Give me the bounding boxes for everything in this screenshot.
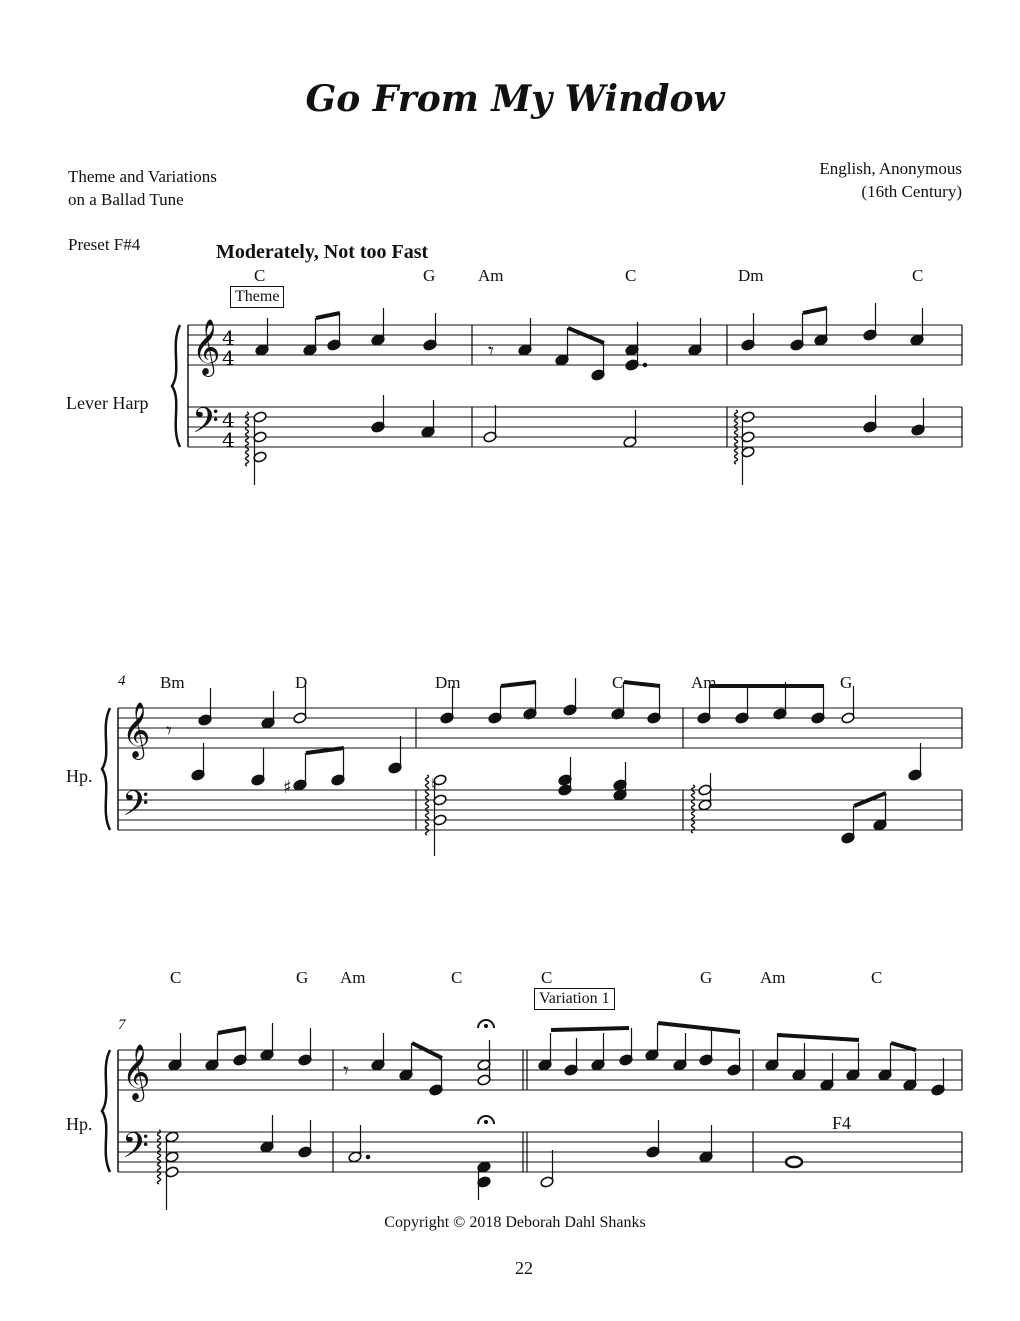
subtitle-line-2: on a Ballad Tune	[68, 190, 184, 209]
fermata-dot	[484, 1024, 487, 1027]
bass-clef: 𝄢	[122, 783, 150, 832]
bass-clef: 𝄢	[122, 1125, 150, 1174]
bass-clef: 𝄢	[192, 400, 220, 449]
time-signature: 4	[222, 428, 235, 452]
copyright: Copyright © 2018 Deborah Dahl Shanks	[384, 1214, 646, 1231]
rehearsal-mark-variation: Variation 1	[534, 988, 615, 1010]
page-title: Go From My Window	[305, 78, 725, 120]
composer-line-1: English, Anonymous	[819, 159, 962, 178]
chord-symbol: Am	[340, 968, 366, 987]
arpeggio	[158, 1130, 161, 1184]
treble-clef: 𝄞	[122, 702, 151, 758]
arpeggio	[735, 410, 738, 464]
beam	[501, 682, 536, 686]
treble-clef: 𝄞	[192, 319, 221, 375]
chord-symbol: C	[254, 266, 266, 285]
chord-symbol: Dm	[738, 266, 764, 285]
instrument-name: Lever Harp	[66, 393, 149, 413]
chord-symbol: G	[296, 968, 309, 987]
beam	[306, 748, 344, 753]
chord-symbol: C	[625, 266, 637, 285]
composer-line-2: (16th Century)	[861, 182, 962, 201]
lever-change-annotation: F4	[832, 1113, 852, 1133]
chord-symbol: C	[170, 968, 182, 987]
rehearsal-mark-theme: Theme	[230, 286, 284, 308]
chord-symbol: D	[295, 673, 308, 692]
chord-symbol: Am	[691, 673, 717, 692]
time-signature: 4	[222, 408, 235, 432]
time-signature: 4	[222, 346, 235, 370]
beam	[803, 308, 827, 313]
beam	[658, 1023, 740, 1032]
natural: ♮	[431, 775, 437, 794]
arpeggio	[246, 412, 249, 466]
tempo-marking: Moderately, Not too Fast	[216, 241, 429, 263]
chord-symbol: C	[451, 968, 463, 987]
measure-number: 7	[118, 1017, 126, 1033]
chord-symbol: G	[700, 968, 713, 987]
beam	[778, 1035, 859, 1040]
time-signature: 4	[222, 326, 235, 350]
dot	[643, 363, 647, 367]
measure-number: 4	[118, 673, 126, 689]
arpeggio	[426, 775, 429, 835]
rest: 𝄾	[166, 719, 172, 744]
brace	[102, 708, 110, 830]
page-number: 22	[515, 1258, 533, 1278]
beam	[624, 682, 660, 686]
chord-symbol: C	[541, 968, 553, 987]
whole-note	[786, 1157, 802, 1167]
beam	[316, 313, 340, 318]
chord-symbol: C	[912, 266, 924, 285]
rest: 𝄾	[343, 1059, 349, 1084]
chord-symbol: Am	[478, 266, 504, 285]
chord-symbol: Am	[760, 968, 786, 987]
instrument-short-name: Hp.	[66, 766, 93, 786]
beam	[218, 1028, 246, 1033]
subtitle-line-1: Theme and Variations	[68, 167, 217, 186]
chord-symbol: Bm	[160, 673, 185, 692]
arpeggio	[692, 785, 695, 833]
chord-symbol: Dm	[435, 673, 461, 692]
chord-symbol: C	[871, 968, 883, 987]
chord-symbol: C	[612, 673, 624, 692]
beam	[551, 1028, 629, 1030]
chord-symbol: G	[423, 266, 436, 285]
brace	[102, 1050, 110, 1172]
chord-symbol: G	[840, 673, 853, 692]
dot	[366, 1155, 370, 1159]
instrument-short-name: Hp.	[66, 1114, 93, 1134]
sharp: ♯	[283, 777, 292, 798]
fermata-dot	[484, 1120, 487, 1123]
preset-label: Preset F#4	[68, 235, 141, 254]
beam	[891, 1043, 916, 1050]
treble-clef: 𝄞	[122, 1044, 151, 1100]
brace	[172, 325, 180, 447]
rest: 𝄾	[488, 339, 494, 364]
